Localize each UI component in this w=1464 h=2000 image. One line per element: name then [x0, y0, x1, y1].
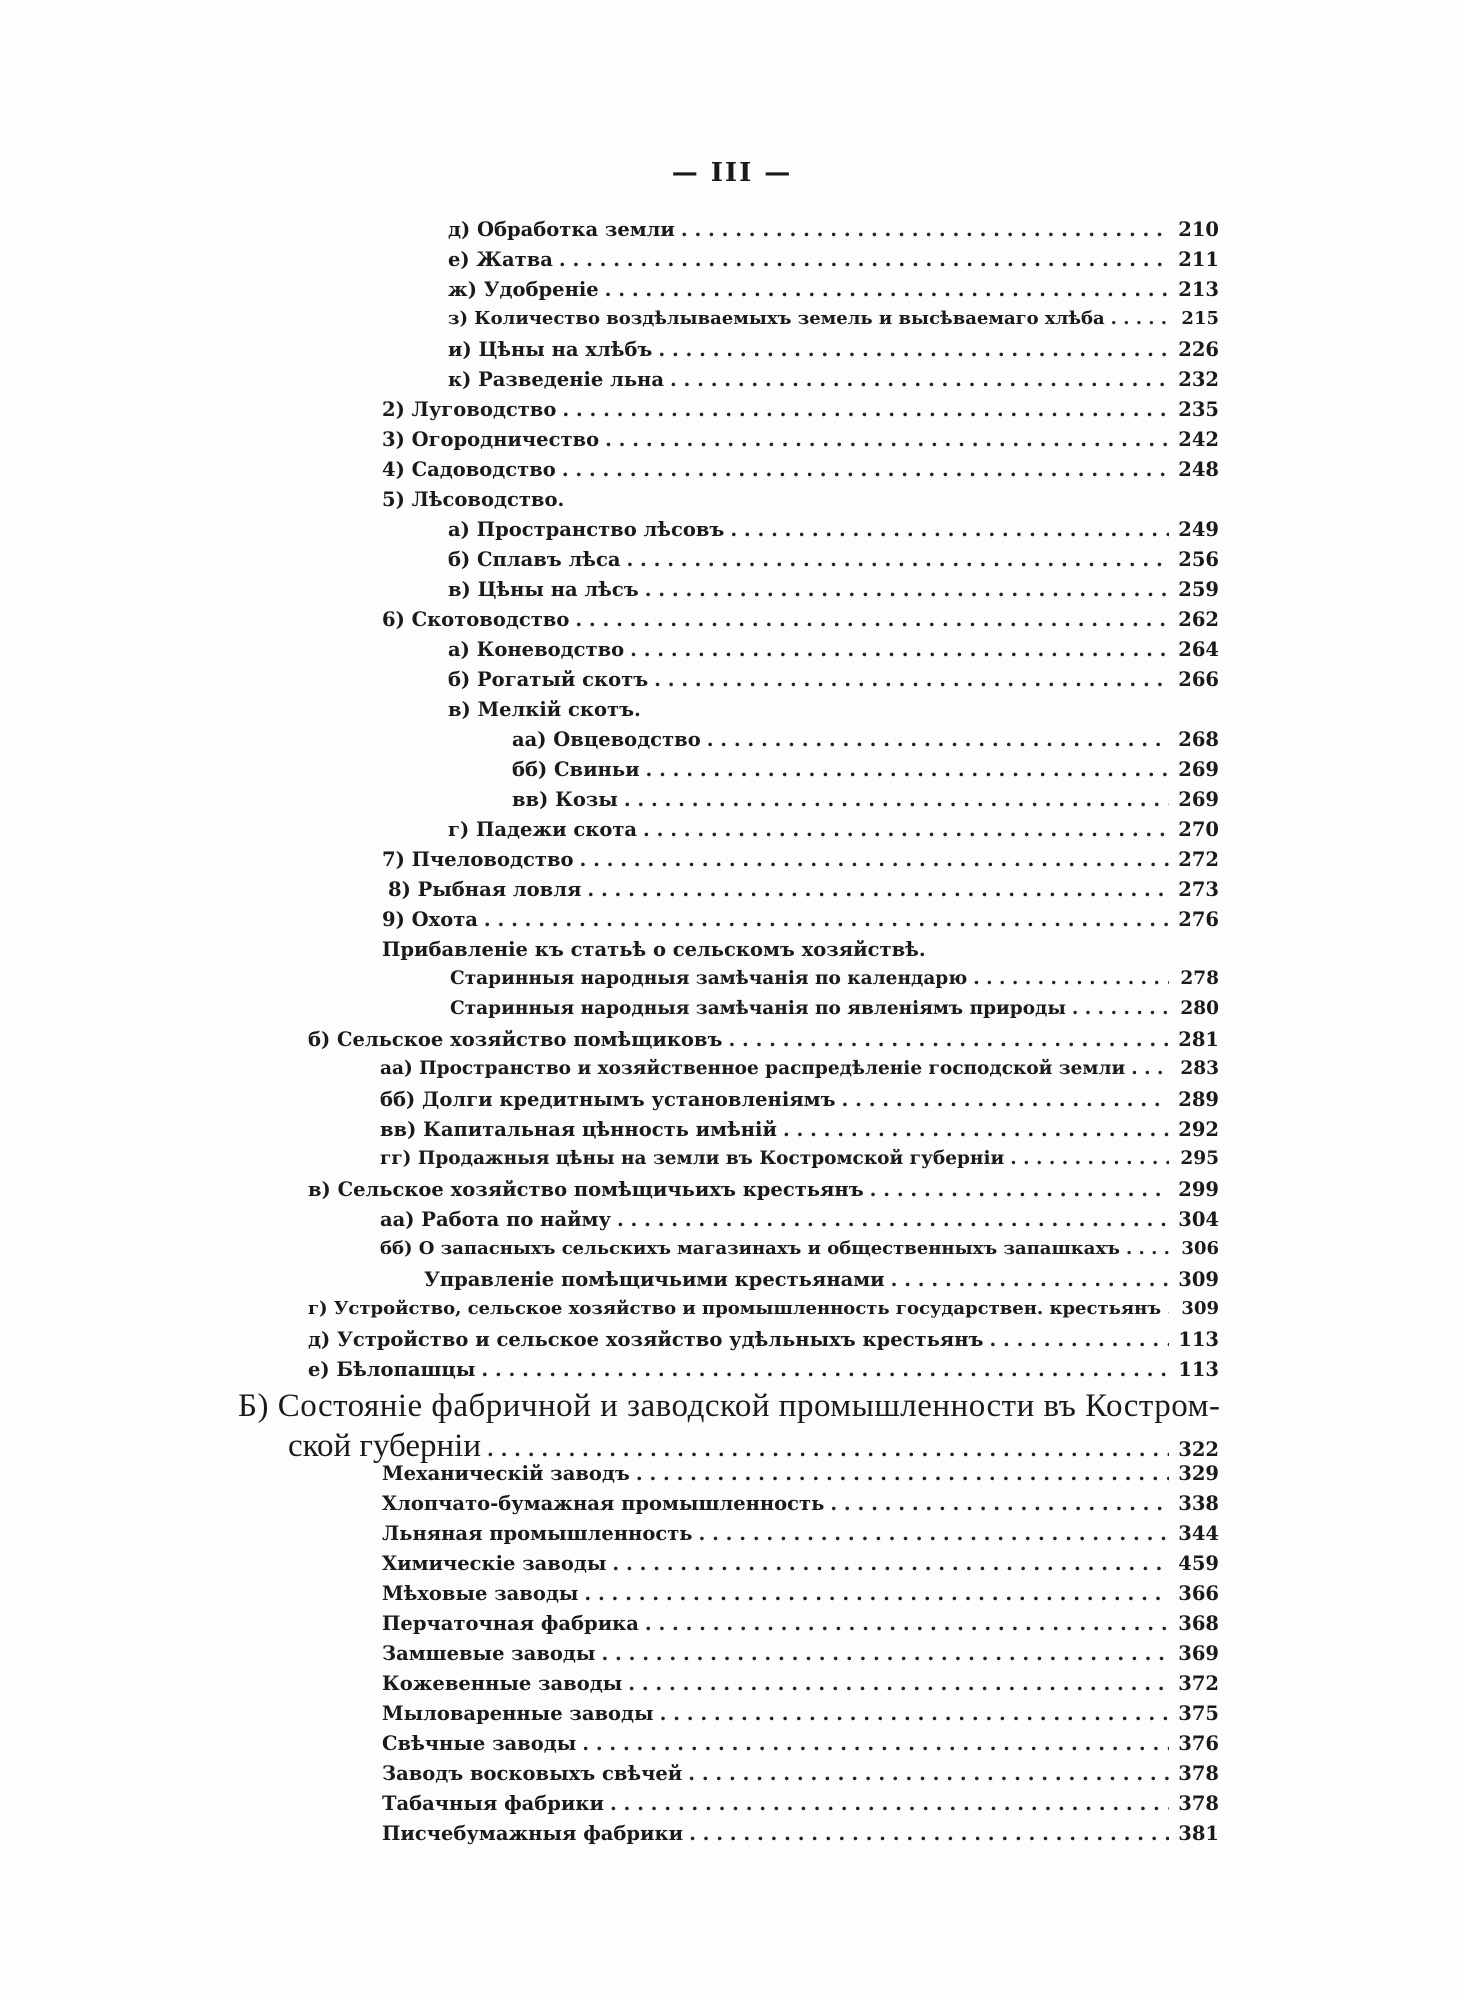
toc-entry-label: аа) Овцеводство: [512, 728, 701, 751]
toc-entry-page: 344: [1178, 1522, 1219, 1545]
toc-entry-page: 304: [1178, 1208, 1219, 1231]
leader-dots: [643, 818, 1169, 841]
toc-entry-label: г) Устройство, сельское хозяйство и промышленность государствен. крестьянъ: [308, 1298, 1162, 1319]
toc-entry-page: 368: [1178, 1612, 1219, 1635]
leader-dots: [891, 1268, 1169, 1291]
toc-entry: [0, 728, 1464, 758]
toc-entry: [0, 1492, 1464, 1522]
leader-dots: [626, 548, 1169, 571]
toc-entry-label: д) Обработка земли: [448, 218, 675, 241]
toc-entry-label: з) Количество воздѣлываемыхъ земель и высѣваемаго хлѣба: [448, 308, 1105, 329]
leader-dots: [658, 338, 1169, 361]
leader-dots: [730, 518, 1169, 541]
toc-entry-label: Свѣчные заводы: [382, 1732, 577, 1755]
toc-entry-label: Льняная промышленность: [382, 1522, 693, 1545]
toc-entry-page: 280: [1180, 998, 1219, 1019]
toc-entry: [0, 1148, 1464, 1178]
toc-entry-label: бб) О запасныхъ сельскихъ магазинахъ и общественныхъ запашкахъ: [380, 1238, 1120, 1259]
toc-entry-page: 259: [1178, 578, 1219, 601]
toc-entry: [0, 698, 1464, 728]
toc-entry: [0, 1552, 1464, 1582]
toc-entry: [0, 998, 1464, 1028]
toc-entry: [0, 1792, 1464, 1822]
leader-dots: [870, 1178, 1169, 1201]
toc-entry-label: г) Падежи скота: [448, 818, 638, 841]
toc-entry: [0, 1428, 1464, 1462]
toc-entry: [0, 1462, 1464, 1492]
toc-entry: [0, 788, 1464, 818]
toc-entry-label: 9) Охота: [382, 908, 478, 931]
toc-entry: [0, 278, 1464, 308]
toc-entry-page: 292: [1178, 1118, 1219, 1141]
toc-entry-label: ж) Удобреніе: [448, 278, 599, 301]
toc-entry-page: 281: [1178, 1028, 1219, 1051]
toc-entry-label: Писчебумажныя фабрики: [382, 1822, 684, 1845]
toc-entry-label: б) Сельское хозяйство помѣщиковъ: [308, 1028, 723, 1051]
toc-entry-page: 372: [1178, 1672, 1219, 1695]
toc-entry-page: 309: [1181, 1298, 1219, 1319]
leader-dots: [584, 1582, 1169, 1605]
leader-dots: [575, 608, 1169, 631]
leader-dots: [645, 1612, 1169, 1635]
toc-entry-label: Управленіе помѣщичьими крестьянами: [424, 1268, 885, 1291]
toc-entry-label: бб) Долги кредитнымъ установленіямъ: [380, 1088, 836, 1111]
toc-entry-label: вв) Козы: [512, 788, 618, 811]
toc-entry: [0, 1522, 1464, 1552]
toc-entry-label: в) Мелкій скотъ.: [448, 698, 641, 721]
toc-entry: [0, 878, 1464, 908]
toc-entry-page: 299: [1178, 1178, 1219, 1201]
toc-entry: [0, 1358, 1464, 1388]
toc-entry-page: 366: [1178, 1582, 1219, 1605]
leader-dots: [617, 1208, 1169, 1231]
toc-entry: [0, 848, 1464, 878]
toc-entry-label: Мѣховые заводы: [382, 1582, 579, 1605]
toc-entry-page: 369: [1178, 1642, 1219, 1665]
toc-entry-label: в) Цѣны на лѣсъ: [448, 578, 639, 601]
toc-subheading-label: Прибавленіе къ статьѣ о сельскомъ хозяйствѣ.: [382, 938, 926, 961]
toc-entry: [0, 1702, 1464, 1732]
toc-entry: [0, 1088, 1464, 1118]
toc-entry: [0, 578, 1464, 608]
section-heading-line1: Б) Состояніе фабричной и заводской промышленности въ Костром-: [238, 1388, 1221, 1424]
leader-dots: [660, 1702, 1169, 1725]
toc-entry-label: 2) Луговодство: [382, 398, 557, 421]
toc-entry-page: 381: [1178, 1822, 1219, 1845]
toc-entry-label: Хлопчато-бумажная промышленность: [382, 1492, 825, 1515]
leader-dots: [645, 578, 1169, 601]
toc-entry-label: гг) Продажныя цѣны на земли въ Костромской губерніи: [380, 1148, 1005, 1169]
leader-dots: [707, 728, 1169, 751]
toc-entry: [0, 1328, 1464, 1358]
toc-entry-page: 309: [1178, 1268, 1219, 1291]
toc-entry-page: 376: [1178, 1732, 1219, 1755]
toc-entry: [0, 1672, 1464, 1702]
toc-entry-label: Старинныя народныя замѣчанія по явленіямъ природы: [450, 998, 1066, 1019]
toc-entry-page: 232: [1178, 368, 1219, 391]
leader-dots: [646, 758, 1169, 781]
section-heading-line2: ской губерніи: [288, 1428, 482, 1464]
toc-entry-label: а) Коневодство: [448, 638, 625, 661]
toc-entry-page: 262: [1178, 608, 1219, 631]
leader-dots: [830, 1492, 1169, 1515]
leader-dots: [989, 1328, 1169, 1351]
toc-entry: [0, 1208, 1464, 1238]
toc-entry-page: 329: [1178, 1462, 1219, 1485]
toc-entry-page: 249: [1178, 518, 1219, 541]
toc-entry: [0, 818, 1464, 848]
toc-entry-page: 211: [1178, 248, 1219, 271]
toc-entry: [0, 458, 1464, 488]
toc-entry-page: 322: [1178, 1438, 1219, 1461]
toc-entry: [0, 608, 1464, 638]
leader-dots: [559, 248, 1169, 271]
toc-entry-page: 235: [1178, 398, 1219, 421]
toc-entry: [0, 248, 1464, 278]
toc-entry-page: 264: [1178, 638, 1219, 661]
toc-entry-page: 289: [1178, 1088, 1219, 1111]
toc-entry: [0, 908, 1464, 938]
toc-entry: [0, 1612, 1464, 1642]
toc-entry: [0, 1762, 1464, 1792]
leader-dots: [1072, 998, 1169, 1019]
toc-entry-label: вв) Капитальная цѣнность имѣній: [380, 1118, 777, 1141]
toc-entry-label: д) Устройство и сельское хозяйство удѣльныхъ крестьянъ: [308, 1328, 984, 1351]
toc-entry: [0, 1268, 1464, 1298]
toc-entry: [0, 518, 1464, 548]
toc-entry: [0, 668, 1464, 698]
toc-entry-label: 8) Рыбная ловля: [388, 878, 582, 901]
toc-entry: [0, 1058, 1464, 1088]
section-heading: [0, 1388, 1464, 1428]
toc-entry-page: 272: [1178, 848, 1219, 871]
toc-entry-label: аа) Работа по найму: [380, 1208, 611, 1231]
toc-entry-page: 113: [1178, 1328, 1219, 1351]
toc-entry: [0, 428, 1464, 458]
leader-dots: [580, 848, 1170, 871]
toc-entry-page: 268: [1178, 728, 1219, 751]
leader-dots: [1010, 1148, 1169, 1169]
leader-dots: [612, 1552, 1169, 1575]
toc-entry-page: 256: [1178, 548, 1219, 571]
toc-entry-label: Замшевые заводы: [382, 1642, 596, 1665]
toc-entry: [0, 1732, 1464, 1762]
toc-entry: [0, 548, 1464, 578]
toc-entry-page: 273: [1178, 878, 1219, 901]
toc-entry-label: Перчаточная фабрика: [382, 1612, 639, 1635]
toc-entry: [0, 968, 1464, 998]
leader-dots: [624, 788, 1169, 811]
leader-dots: [610, 1792, 1169, 1815]
toc-entry-label: 6) Скотоводство: [382, 608, 570, 631]
toc-entry-page: 283: [1180, 1058, 1219, 1079]
toc-entry-label: Мыловаренные заводы: [382, 1702, 654, 1725]
leader-dots: [681, 218, 1169, 241]
leader-dots: [783, 1118, 1169, 1141]
toc-entry-page: 378: [1178, 1792, 1219, 1815]
leader-dots: [605, 278, 1169, 301]
toc-entry: [0, 758, 1464, 788]
toc-entry-label: к) Разведеніе льна: [448, 368, 664, 391]
toc-entry-label: Заводъ восковыхъ свѣчей: [382, 1762, 683, 1785]
toc-subheading: [0, 938, 1464, 968]
page-number-header: — III —: [671, 158, 793, 188]
leader-dots: [1126, 1238, 1169, 1259]
toc-entry-page: 338: [1178, 1492, 1219, 1515]
toc-entry: [0, 1178, 1464, 1208]
toc-entry-label: Механическій заводъ: [382, 1462, 630, 1485]
toc-entry: [0, 368, 1464, 398]
toc-entry-label: 4) Садоводство: [382, 458, 556, 481]
leader-dots: [630, 638, 1169, 661]
toc-entry-page: 306: [1181, 1238, 1219, 1259]
toc-entry-label: 5) Лѣсоводство.: [382, 488, 565, 511]
toc-entry: [0, 1238, 1464, 1268]
leader-dots: [484, 908, 1169, 931]
toc-entry-page: 276: [1178, 908, 1219, 931]
toc-entry-label: аа) Пространство и хозяйственное распредѣленіе господской земли: [380, 1058, 1126, 1079]
toc-entry-page: 295: [1180, 1148, 1219, 1169]
toc-entry-label: бб) Свиньи: [512, 758, 640, 781]
toc-entry-page: 266: [1178, 668, 1219, 691]
toc-entry-label: е) Бѣлопашцы: [308, 1358, 476, 1381]
leader-dots: [973, 968, 1169, 989]
toc-entry-page: 278: [1180, 968, 1219, 989]
toc-entry: [0, 1822, 1464, 1852]
leader-dots: [487, 1438, 1169, 1461]
toc-entry: [0, 1642, 1464, 1672]
leader-dots: [481, 1358, 1169, 1381]
toc-entry-page: 210: [1178, 218, 1219, 241]
toc-entry-label: 7) Пчеловодство: [382, 848, 574, 871]
leader-dots: [562, 458, 1169, 481]
toc-entry: [0, 308, 1464, 338]
leader-dots: [670, 368, 1169, 391]
leader-dots: [1111, 308, 1169, 329]
leader-dots: [605, 428, 1169, 451]
toc-entry-page: 113: [1178, 1358, 1219, 1381]
toc-entry-label: а) Пространство лѣсовъ: [448, 518, 725, 541]
leader-dots: [654, 668, 1169, 691]
leader-dots: [688, 1762, 1169, 1785]
toc-entry-page: 269: [1178, 788, 1219, 811]
leader-dots: [699, 1522, 1169, 1545]
leader-dots: [728, 1028, 1169, 1051]
toc-entry: [0, 1582, 1464, 1612]
toc-entry-label: Табачныя фабрики: [382, 1792, 604, 1815]
toc-entry-label: 3) Огородничество: [382, 428, 600, 451]
toc-entry: [0, 638, 1464, 668]
toc-entry: [0, 1298, 1464, 1328]
toc-entry-page: 459: [1178, 1552, 1219, 1575]
leader-dots: [562, 398, 1169, 421]
toc-entry-page: 248: [1178, 458, 1219, 481]
toc-entry-label: и) Цѣны на хлѣбъ: [448, 338, 653, 361]
toc-entry-page: 242: [1178, 428, 1219, 451]
toc-entry: [0, 398, 1464, 428]
leader-dots: [628, 1672, 1169, 1695]
toc-entry-label: б) Сплавъ лѣса: [448, 548, 621, 571]
toc-entry: [0, 218, 1464, 248]
toc-entry: [0, 488, 1464, 518]
toc-entry-page: 226: [1178, 338, 1219, 361]
toc-entry-label: б) Рогатый скотъ: [448, 668, 649, 691]
leader-dots: [1167, 1298, 1169, 1319]
toc-entry-label: е) Жатва: [448, 248, 553, 271]
table-of-contents: [0, 218, 1464, 1852]
toc-entry-page: 213: [1178, 278, 1219, 301]
toc-entry-page: 269: [1178, 758, 1219, 781]
toc-entry-label: в) Сельское хозяйство помѣщичьихъ крестьянъ: [308, 1178, 864, 1201]
toc-entry-label: Химическіе заводы: [382, 1552, 607, 1575]
toc-entry-label: Кожевенные заводы: [382, 1672, 623, 1695]
leader-dots: [842, 1088, 1169, 1111]
toc-entry-page: 378: [1178, 1762, 1219, 1785]
leader-dots: [689, 1822, 1169, 1845]
toc-entry-label: Старинныя народныя замѣчанія по календарю: [450, 968, 968, 989]
leader-dots: [582, 1732, 1169, 1755]
leader-dots: [601, 1642, 1169, 1665]
leader-dots: [636, 1462, 1169, 1485]
leader-dots: [587, 878, 1169, 901]
toc-entry-page: 270: [1178, 818, 1219, 841]
toc-entry: [0, 1028, 1464, 1058]
toc-entry-page: 375: [1178, 1702, 1219, 1725]
toc-entry-page: 215: [1181, 308, 1219, 329]
toc-entry: [0, 1118, 1464, 1148]
leader-dots: [1131, 1058, 1169, 1079]
toc-entry: [0, 338, 1464, 368]
